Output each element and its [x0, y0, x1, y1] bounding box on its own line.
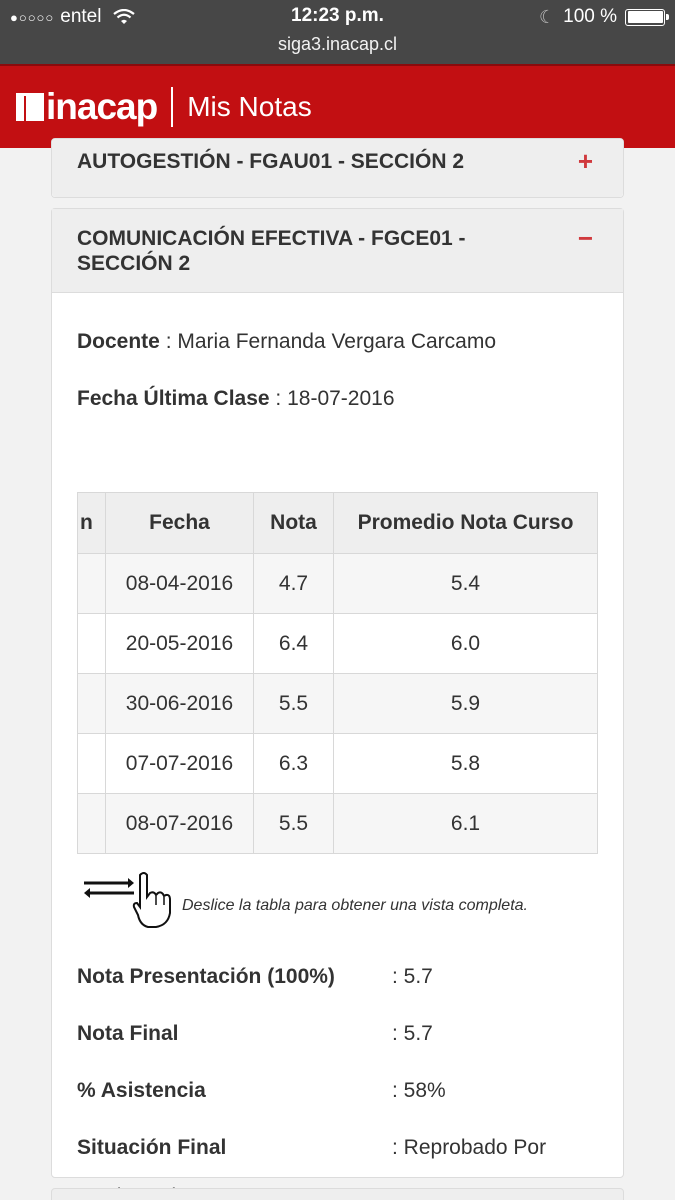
course-title-line1: COMUNICACIÓN EFECTIVA - FGCE01 - [77, 227, 466, 250]
column-header-promedio: Promedio Nota Curso [334, 493, 598, 554]
table-cell [78, 734, 106, 794]
course-title-line2: SECCIÓN 2 [77, 252, 191, 275]
table-cell-promedio: 5.9 [334, 674, 598, 734]
inacap-logo[interactable] [16, 86, 157, 128]
course-panel-header[interactable] [52, 209, 623, 293]
table-cell-promedio: 5.8 [334, 734, 598, 794]
asistencia-value: : 58% [392, 1079, 446, 1102]
moon-icon: ☾ [538, 6, 556, 27]
docente-row [77, 330, 496, 354]
status-bar [0, 0, 675, 64]
nota-final-value: : 5.7 [392, 1022, 433, 1045]
table-row [78, 794, 598, 854]
table-row [78, 614, 598, 674]
status-right [539, 6, 665, 28]
header-divider [171, 87, 173, 127]
table-header-row [78, 493, 598, 554]
table-cell-promedio: 5.4 [334, 554, 598, 614]
table-cell-fecha: 08-04-2016 [106, 554, 254, 614]
column-header-fecha: Fecha [106, 493, 254, 554]
nota-presentacion-value: : 5.7 [392, 965, 433, 988]
table-cell [78, 794, 106, 854]
battery-percent: 100 % [563, 6, 617, 27]
app-header [0, 64, 675, 148]
collapse-icon[interactable]: − [577, 223, 593, 253]
table-cell [78, 614, 106, 674]
nota-final-label: Nota Final [77, 1022, 179, 1045]
course-panel-header[interactable] [52, 139, 623, 197]
course-title: AUTOGESTIÓN - FGAU01 - SECCIÓN 2 [77, 150, 464, 173]
url-bar[interactable]: siga3.inacap.cl [277, 34, 398, 54]
table-cell [78, 674, 106, 734]
table-cell-nota: 6.4 [254, 614, 334, 674]
table-cell-fecha: 30-06-2016 [106, 674, 254, 734]
fecha-value: : 18-07-2016 [269, 387, 395, 410]
fecha-ultima-clase-row [77, 387, 395, 411]
table-cell-promedio: 6.1 [334, 794, 598, 854]
table-cell-fecha: 08-07-2016 [106, 794, 254, 854]
docente-value: : Maria Fernanda Vergara Carcamo [159, 330, 497, 353]
column-header-nota: Nota [254, 493, 334, 554]
page-title: Mis Notas [187, 91, 312, 122]
table-row [78, 674, 598, 734]
situacion-final-label: Situación Final [77, 1136, 227, 1159]
table-row [78, 734, 598, 794]
situacion-final-value: : Reprobado Por [392, 1136, 547, 1159]
table-cell-fecha: 07-07-2016 [106, 734, 254, 794]
table-cell-nota: 5.5 [254, 674, 334, 734]
table-row [78, 554, 598, 614]
fecha-label: Fecha Última Clase [77, 387, 270, 410]
signal-icon: ●○○○○ [10, 9, 55, 25]
table-cell [78, 554, 106, 614]
course-title [77, 226, 466, 276]
carrier-name: entel [60, 6, 102, 27]
logo-mark-icon [16, 93, 44, 121]
hint-text: Deslice la tabla para obtener una vista completa. [182, 896, 528, 914]
column-header: n [78, 493, 106, 554]
scroll-hint [82, 869, 528, 934]
course-panel-next[interactable] [51, 1188, 624, 1200]
battery-icon [625, 9, 665, 26]
table-cell-nota: 5.5 [254, 794, 334, 854]
grades-table[interactable] [77, 492, 598, 854]
logo-text: inacap [46, 86, 158, 127]
nota-presentacion-label: Nota Presentación (100%) [77, 965, 335, 988]
course-panel-comunicacion [51, 208, 624, 1178]
table-cell-fecha: 20-05-2016 [106, 614, 254, 674]
expand-icon[interactable]: + [577, 146, 593, 176]
course-panel-autogestion[interactable] [51, 138, 624, 198]
swipe-hand-icon [82, 869, 176, 934]
table-cell-promedio: 6.0 [334, 614, 598, 674]
table-cell-nota: 6.3 [254, 734, 334, 794]
table-cell-nota: 4.7 [254, 554, 334, 614]
docente-label: Docente [77, 330, 160, 353]
clock: 12:23 p.m. [291, 5, 384, 26]
asistencia-label: % Asistencia [77, 1079, 206, 1102]
main-content [0, 148, 675, 1200]
